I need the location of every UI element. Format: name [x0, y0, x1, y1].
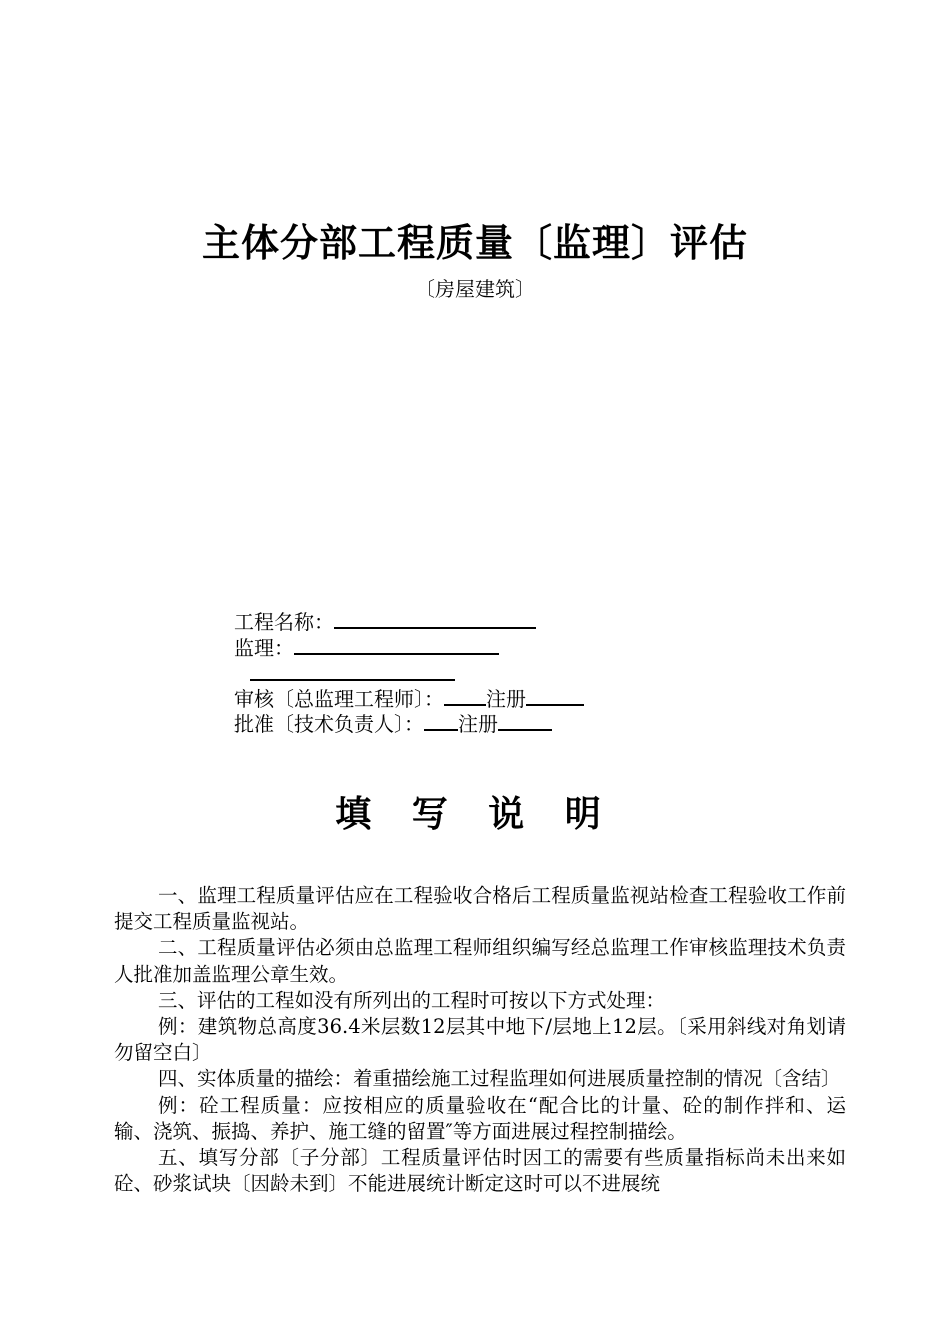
supervisor-blank [294, 635, 499, 655]
supervisor-label: 监理： [234, 636, 294, 660]
supervisor-blank-2 [250, 661, 455, 681]
instruction-paragraph: 三、评估的工程如没有所列出的工程时可按以下方式处理： [158, 988, 666, 1012]
review-signature-blank [444, 686, 486, 706]
approve-label: 批准〔技术负责人〕： [234, 712, 424, 736]
review-label: 审核〔总监理工程师〕： [234, 687, 444, 711]
project-name-label: 工程名称： [234, 610, 334, 634]
review-register-label: 注册 [486, 687, 526, 711]
approve-row [234, 711, 552, 737]
approve-register-label: 注册 [458, 712, 498, 736]
project-name-row [234, 609, 536, 635]
instruction-paragraph: 四、实体质量的描绘：着重描绘施工过程监理如何进展质量控制的情况〔含结〕 [158, 1067, 841, 1091]
supervisor-blank-row-2 [250, 661, 455, 687]
instruction-paragraph: 二、工程质量评估必须由总监理工程师组织编写经总监理工作审核监理技术负责人批准加盖监理公章生效。 [114, 936, 846, 986]
review-register-blank [526, 686, 584, 706]
supervisor-row [234, 635, 499, 661]
instruction-paragraph: 例：砼工程质量：应按相应的质量验收在“配合比的计量、砼的制作拌和、运输、浇筑、振捣、养护、施工缝的留置″等方面进展过程控制描绘。 [114, 1093, 846, 1143]
review-row [234, 686, 584, 712]
project-name-blank [334, 609, 536, 629]
instructions-heading: 填 写 说 明 [335, 794, 615, 835]
instructions-body [114, 883, 846, 1197]
approve-signature-blank [424, 711, 458, 731]
document-title: 主体分部工程质量〔监理〕评估 [201, 221, 748, 265]
approve-register-blank [498, 711, 552, 731]
document-subtitle: 〔房屋建筑〕 [415, 277, 535, 301]
instruction-paragraph: 五、填写分部〔子分部〕工程质量评估时因工的需要有些质量指标尚未出来如砼、砂浆试块〔因龄未到〕不能进展统计断定这时可以不进展统 [114, 1146, 846, 1196]
instruction-paragraph: 例：建筑物总高度36.4米层数12层其中地下/层地上12层。〔采用斜线对角划请勿留空白〕 [114, 1015, 846, 1065]
instruction-paragraph: 一、监理工程质量评估应在工程验收合格后工程质量监视站检查工程验收工作前提交工程质量监视站。 [114, 884, 846, 934]
